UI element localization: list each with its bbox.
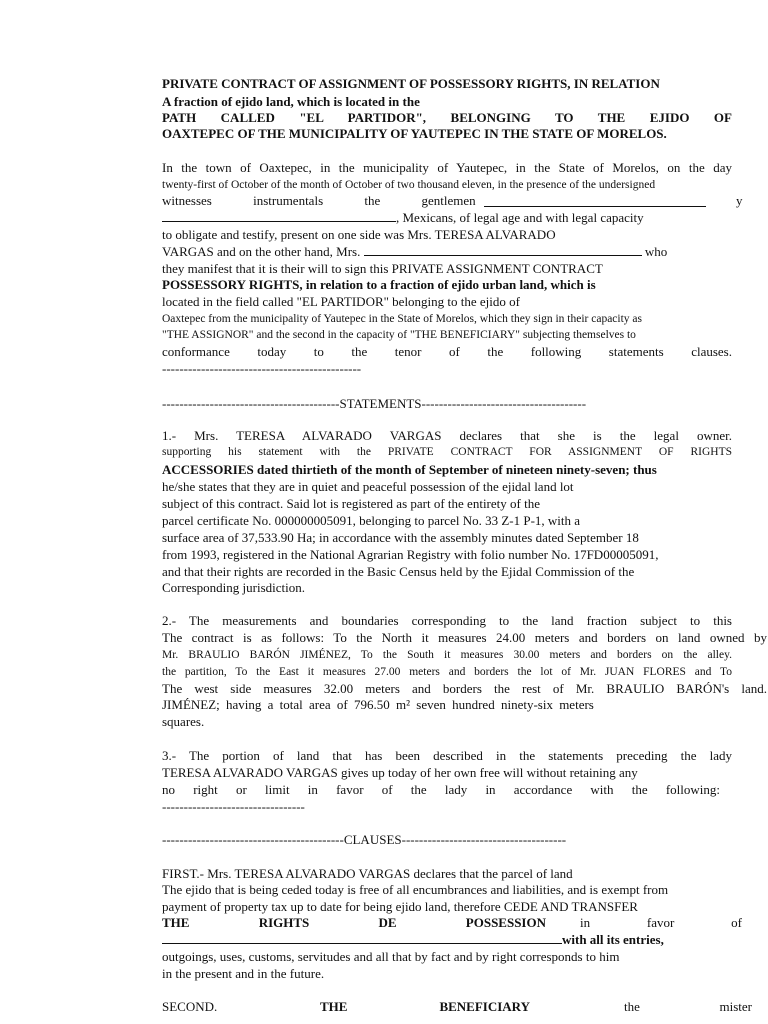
first-line-5 xyxy=(162,932,664,948)
s2-line-4: the partition, To the East it measures 27.00 meters and borders the lot of Mr. JUAN FLORES and To xyxy=(162,666,732,678)
first-line-4-infavor: in favor of xyxy=(580,915,742,930)
s2-line-3: Mr. BRAULIO BARÓN JIMÉNEZ, To the South it measures 30.00 meters and borders on the alley. xyxy=(162,649,732,661)
intro-line-3 xyxy=(162,193,742,209)
intro-line-7: they manifest that it is their will to sign this PRIVATE ASSIGNMENT CONTRACT xyxy=(162,261,603,276)
beneficiary-blank xyxy=(364,244,642,256)
intro-line-3-y: y xyxy=(736,193,743,208)
intro-line-11: "THE ASSIGNOR" and the second in the capacity of "THE BENEFICIARY" subjecting themselves to xyxy=(162,329,636,341)
intro-line-5: to obligate and testify, present on one side was Mrs. TERESA ALVARADO xyxy=(162,227,556,242)
s1-line-6: parcel certificate No. 000000005091, belonging to parcel No. 33 Z-1 P-1, with a xyxy=(162,513,581,528)
s1-line-9: and that their rights are recorded in the Basic Census held by the Ejidal Commission of the xyxy=(162,564,635,579)
s1-line-1: 1.- Mrs. TERESA ALVARADO VARGAS declares that she is the legal owner. xyxy=(162,428,732,443)
s3-line-4: --------------------------------- xyxy=(162,799,305,814)
first-line-6: outgoings, uses, customs, servitudes and all that by fact and by right corresponds to him xyxy=(162,949,620,964)
witness-blank-2 xyxy=(162,210,396,222)
intro-line-6-who: who xyxy=(644,244,668,259)
beneficiary-name-blank xyxy=(162,932,562,944)
s1-line-2: supporting his statement with the PRIVATE CONTRACT FOR ASSIGNMENT OF RIGHTS xyxy=(162,446,732,458)
intro-line-3-text: witnesses instrumentals the gentlemen xyxy=(162,193,476,208)
first-line-7: in the present and in the future. xyxy=(162,966,325,981)
title-line-1: PRIVATE CONTRACT OF ASSIGNMENT OF POSSESSORY RIGHTS, IN RELATION xyxy=(162,76,660,91)
first-line-4-bold: THE RIGHTS DE POSSESSION xyxy=(162,915,546,930)
s2-line-5: The west side measures 32.00 meters and borders the rest of Mr. BRAULIO BARÓN's land. xyxy=(162,681,767,696)
second-mister: the mister xyxy=(624,999,752,1014)
intro-line-6 xyxy=(162,244,667,260)
second-label: SECOND. xyxy=(162,999,218,1014)
clauses-heading: ------------------------------------------CLAUSES-------------------------------------- xyxy=(162,832,567,847)
intro-line-6-text: VARGAS and on the other hand, Mrs. xyxy=(162,244,361,259)
s1-line-10: Corresponding jurisdiction. xyxy=(162,580,305,595)
s1-line-4: he/she states that they are in quiet and peaceful possession of the ejidal land lot xyxy=(162,479,574,494)
s1-line-3: ACCESSORIES dated thirtieth of the month of September of nineteen ninety-seven; thus xyxy=(162,462,657,477)
intro-line-12: conformance today to the tenor of the following statements clauses. xyxy=(162,344,732,359)
s2-line-1: 2.- The measurements and boundaries corresponding to the land fraction subject to this xyxy=(162,613,732,628)
title-line-3: PATH CALLED "EL PARTIDOR", BELONGING TO THE EJIDO OF xyxy=(162,110,732,125)
intro-line-2: twenty-first of October of the month of October of two thousand eleven, in the presence of the undersigned xyxy=(162,179,656,191)
first-line-3: payment of property tax up to date for being ejido land, therefore CEDE AND TRANSFER xyxy=(162,899,638,914)
first-line-1: FIRST.- Mrs. TERESA ALVARADO VARGAS declares that the parcel of land xyxy=(162,866,573,881)
witness-blank-1 xyxy=(484,195,706,207)
s3-line-2: TERESA ALVARADO VARGAS gives up today of her own free will without retaining any xyxy=(162,765,638,780)
statements-heading: -----------------------------------------STATEMENTS-------------------------------------- xyxy=(162,396,587,411)
s1-line-7: surface area of 37,533.90 Ha; in accordance with the assembly minutes dated September 18 xyxy=(162,530,639,545)
s1-line-5: subject of this contract. Said lot is registered as part of the entirety of the xyxy=(162,496,540,511)
intro-line-9: located in the field called "EL PARTIDOR" belonging to the ejido of xyxy=(162,294,520,309)
first-line-5-text: with all its entries, xyxy=(562,932,664,947)
title-line-4: OAXTEPEC OF THE MUNICIPALITY OF YAUTEPEC IN THE STATE OF MORELOS. xyxy=(162,126,667,141)
intro-line-8: POSSESSORY RIGHTS, in relation to a fraction of ejido urban land, which is xyxy=(162,277,596,292)
s2-line-7: squares. xyxy=(162,714,205,729)
title-line-2: A fraction of ejido land, which is located in the xyxy=(162,94,420,109)
s1-line-8: from 1993, registered in the National Agrarian Registry with folio number No. 17FD00005091, xyxy=(162,547,659,562)
s3-line-1: 3.- The portion of land that has been described in the statements preceding the lady xyxy=(162,748,732,763)
s2-line-2: The contract is as follows: To the North it measures 24.00 meters and borders on land owned by xyxy=(162,630,767,645)
s3-line-3: no right or limit in favor of the lady in accordance with the following: xyxy=(162,782,720,797)
intro-line-4-text: , Mexicans, of legal age and with legal capacity xyxy=(396,210,644,225)
intro-line-1: In the town of Oaxtepec, in the municipality of Yautepec, in the State of Morelos, on the day xyxy=(162,160,732,175)
intro-line-10: Oaxtepec from the municipality of Yautepec in the State of Morelos, which they sign in their capacity as xyxy=(162,313,642,325)
s2-line-6: JIMÉNEZ; having a total area of 796.50 m² seven hundred ninety-six meters xyxy=(162,697,594,712)
intro-line-13: ---------------------------------------------- xyxy=(162,361,362,376)
intro-line-4 xyxy=(162,210,644,226)
first-line-2: The ejido that is being ceded today is free of all encumbrances and liabilities, and is exempt from xyxy=(162,882,669,897)
second-beneficiary: THE BENEFICIARY xyxy=(320,999,530,1014)
